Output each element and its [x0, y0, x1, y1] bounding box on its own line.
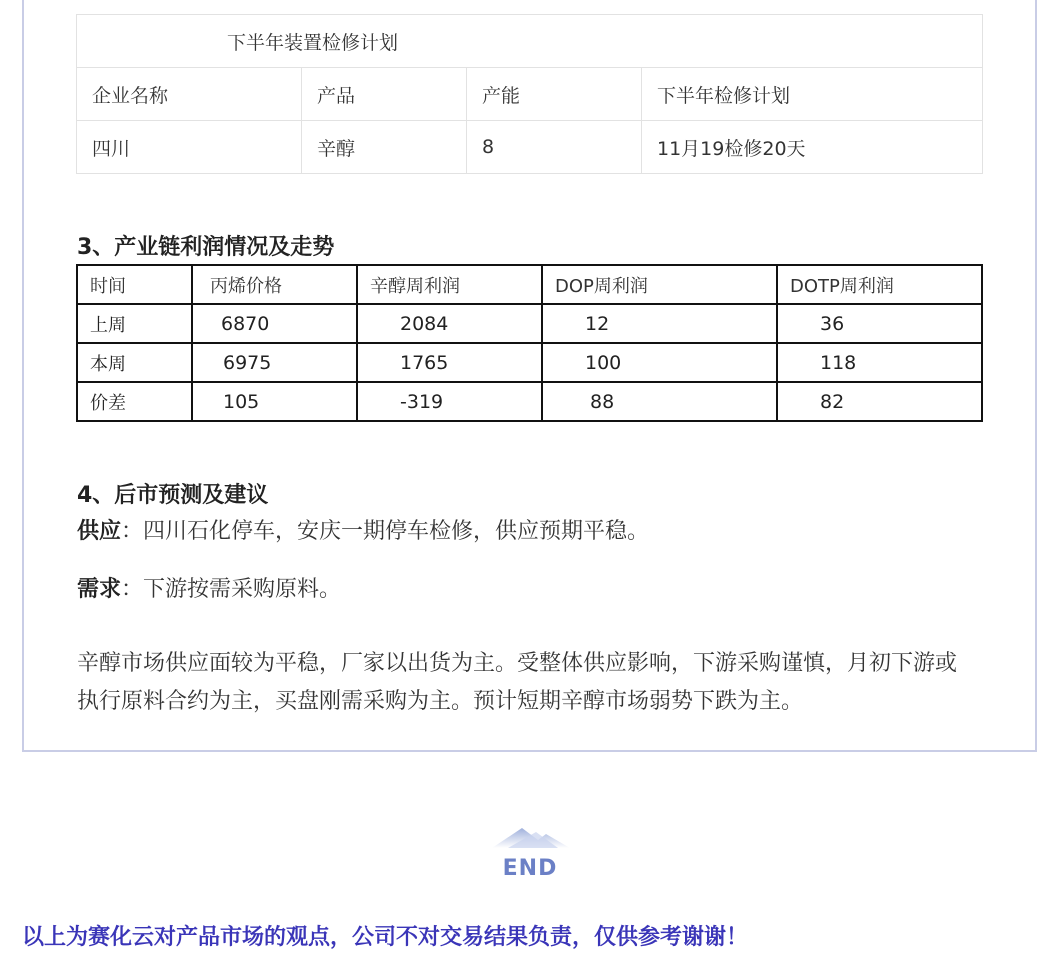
demand-paragraph [77, 571, 341, 609]
table-cell: 1765 [357, 343, 542, 382]
demand-text: ：下游按需采购原料。 [121, 577, 342, 602]
table-cell: -319 [357, 382, 542, 421]
section-heading-profit: 3、产业链利润情况及走势 [77, 235, 335, 260]
table-cell: 四川 [77, 121, 302, 174]
table-cell: 6975 [192, 343, 357, 382]
table-row [77, 304, 982, 343]
header-cell: 下半年检修计划 [642, 68, 983, 121]
header-cell: 时间 [77, 265, 192, 304]
table-cell: 11月19检修20天 [642, 121, 983, 174]
disclaimer-footer: 以上为赛化云对产品市场的观点，公司不对交易结果负责，仅供参考谢谢！ [22, 925, 749, 950]
header-cell: 丙烯价格 [192, 265, 357, 304]
row-label: 上周 [77, 304, 192, 343]
table-cell: 100 [542, 343, 777, 382]
table-cell: 88 [542, 382, 777, 421]
header-cell: 产品 [302, 68, 467, 121]
table-cell: 6870 [192, 304, 357, 343]
header-cell: 产能 [467, 68, 642, 121]
header-cell: DOP周利润 [542, 265, 777, 304]
row-label: 本周 [77, 343, 192, 382]
table-row [77, 343, 982, 382]
table-cell: 82 [777, 382, 982, 421]
summary-paragraph: 辛醇市场供应面较为平稳，厂家以出货为主。受整体供应影响，下游采购谨慎，月初下游或执行原料合约为主，买盘刚需采购为主。预计短期辛醇市场弱势下跌为主。 [77, 651, 958, 714]
table-cell: 36 [777, 304, 982, 343]
supply-label: 供应 [77, 519, 122, 544]
end-marker [478, 822, 582, 881]
table-cell: 12 [542, 304, 777, 343]
table-row [77, 121, 983, 174]
supply-text: ：四川石化停车，安庆一期停车检修，供应预期平稳。 [121, 519, 650, 544]
table-cell: 2084 [357, 304, 542, 343]
table-cell: 8 [467, 121, 642, 174]
supply-paragraph [77, 513, 649, 551]
table-row [77, 382, 982, 421]
header-cell: 辛醇周利润 [357, 265, 542, 304]
profit-table [76, 264, 983, 422]
header-cell: DOTP周利润 [777, 265, 982, 304]
table-cell: 105 [192, 382, 357, 421]
table-title: 下半年装置检修计划 [77, 15, 983, 68]
table-cell: 118 [777, 343, 982, 382]
table-header-row [77, 68, 983, 121]
end-label: END [502, 856, 558, 881]
mountain-icon [478, 822, 582, 850]
section-heading-forecast: 4、后市预测及建议 [77, 483, 269, 508]
table-cell: 辛醇 [302, 121, 467, 174]
demand-label: 需求 [77, 577, 122, 602]
header-cell: 企业名称 [77, 68, 302, 121]
maintenance-plan-table [76, 14, 983, 174]
row-label: 价差 [77, 382, 192, 421]
table-header-row [77, 265, 982, 304]
